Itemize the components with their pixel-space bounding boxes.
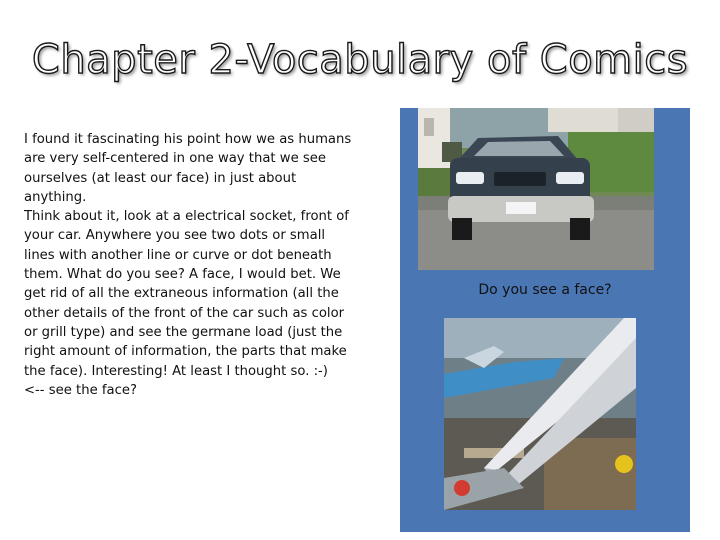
slide-title: Chapter 2-Vocabulary of Comics (31, 37, 689, 83)
car-photo (418, 108, 654, 270)
image-caption: Do you see a face? (478, 282, 612, 298)
airplane-photo (444, 318, 636, 510)
body-paragraph: I found it fascinating his point how we as humans are very self-centered in one way that we see ourselves (at least our face) in just about anything. Think about it, look at a electrical socket, front of your car. Anywhere you see two dots or small lines with another line or curve or dot beneath them. What do you see? A face, I would bet. We get rid of all the extraneous information (all the other details of the front of the car such as color or grill type) and see the germane load (just the right amount of information, the parts that make the face). Interesting! At least I thought so. :-) <-- see the face? (24, 132, 352, 398)
